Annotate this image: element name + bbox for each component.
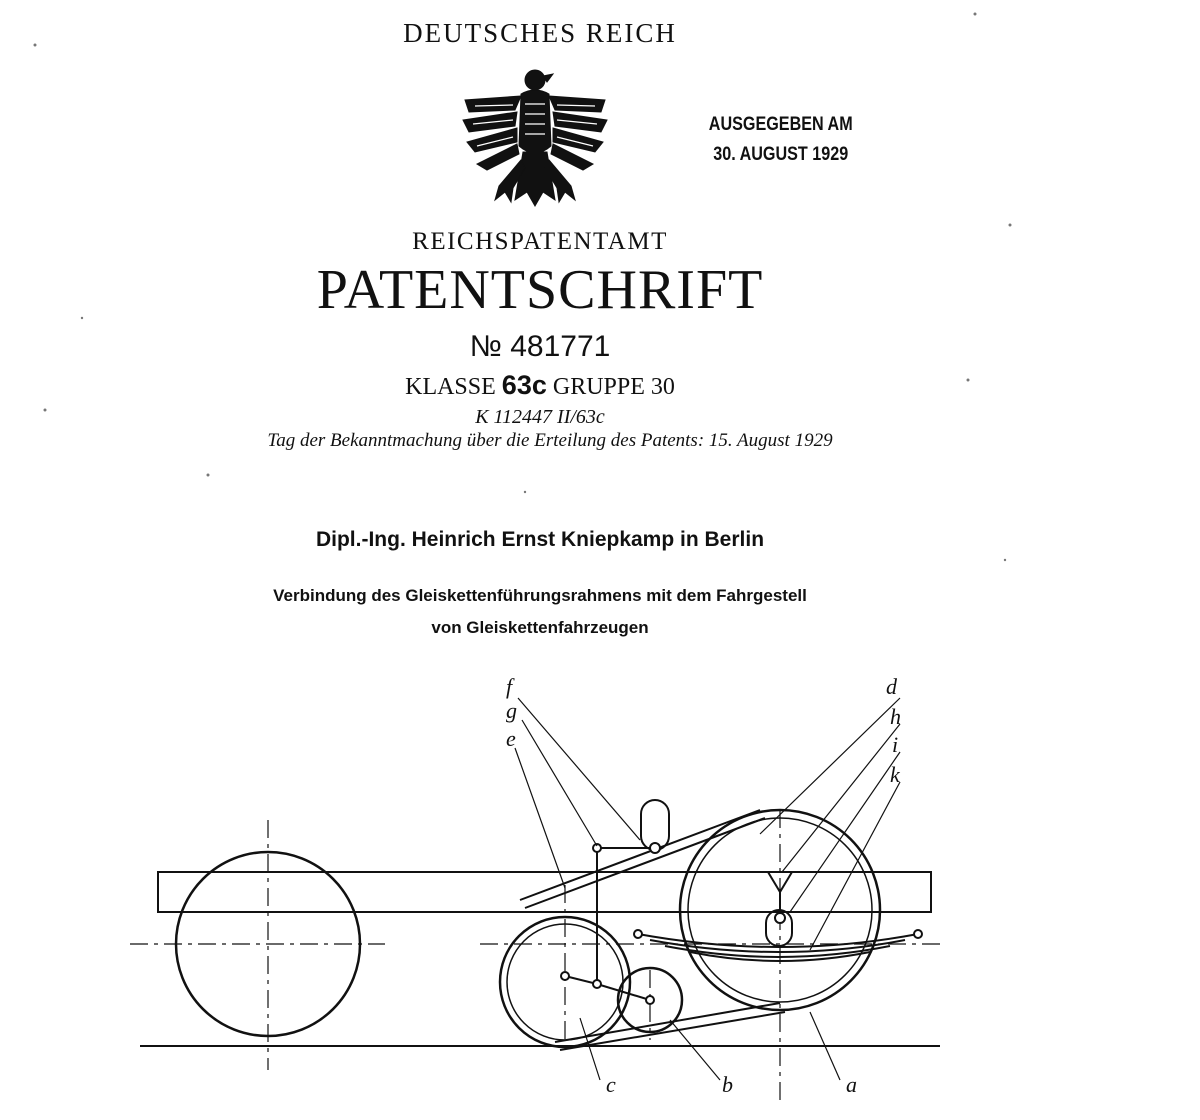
leader-lines <box>515 698 900 1080</box>
document-type: PATENTSCHRIFT <box>316 259 764 321</box>
patent-title-line-1: Verbindung des Gleiskettenführungsrahmens mit dem Fahrgestell <box>273 586 807 605</box>
chassis-frame <box>158 872 931 912</box>
label-k: k <box>890 762 900 787</box>
label-g: g <box>506 698 517 723</box>
group-label: GRUPPE 30 <box>552 374 675 400</box>
class-label: KLASSE <box>405 374 496 400</box>
inventor-line: Dipl.-Ing. Heinrich Ernst Kniepkamp in Berlin <box>315 528 765 551</box>
label-c: c <box>606 1072 616 1097</box>
label-e: e <box>506 726 516 751</box>
label-i: i <box>892 732 899 757</box>
class-value: 63c <box>501 370 547 400</box>
patent-drawing <box>0 660 1200 1120</box>
office-name: REICHSPATENTAMT <box>412 228 668 255</box>
reichsadler-emblem <box>455 60 615 220</box>
label-b: b <box>722 1072 733 1097</box>
label-a: a <box>846 1072 857 1097</box>
issued-label: AUSGEGEBEN AM <box>708 114 853 135</box>
country-heading: DEUTSCHES REICH <box>403 18 677 48</box>
issue-stamp <box>700 110 862 170</box>
filing-reference: K 112447 II/63c <box>475 406 605 428</box>
label-f: f <box>506 674 513 699</box>
announcement-date: Tag der Bekanntmachung über die Erteilung des Patents: 15. August 1929 <box>267 430 833 451</box>
label-h: h <box>890 704 901 729</box>
classification-line <box>300 370 780 401</box>
patent-title-line-2: von Gleiskettenfahrzeugen <box>431 618 649 637</box>
issued-date: 30. AUGUST 1929 <box>713 144 849 165</box>
label-d: d <box>886 674 897 699</box>
patent-number: № 481771 <box>469 330 611 363</box>
